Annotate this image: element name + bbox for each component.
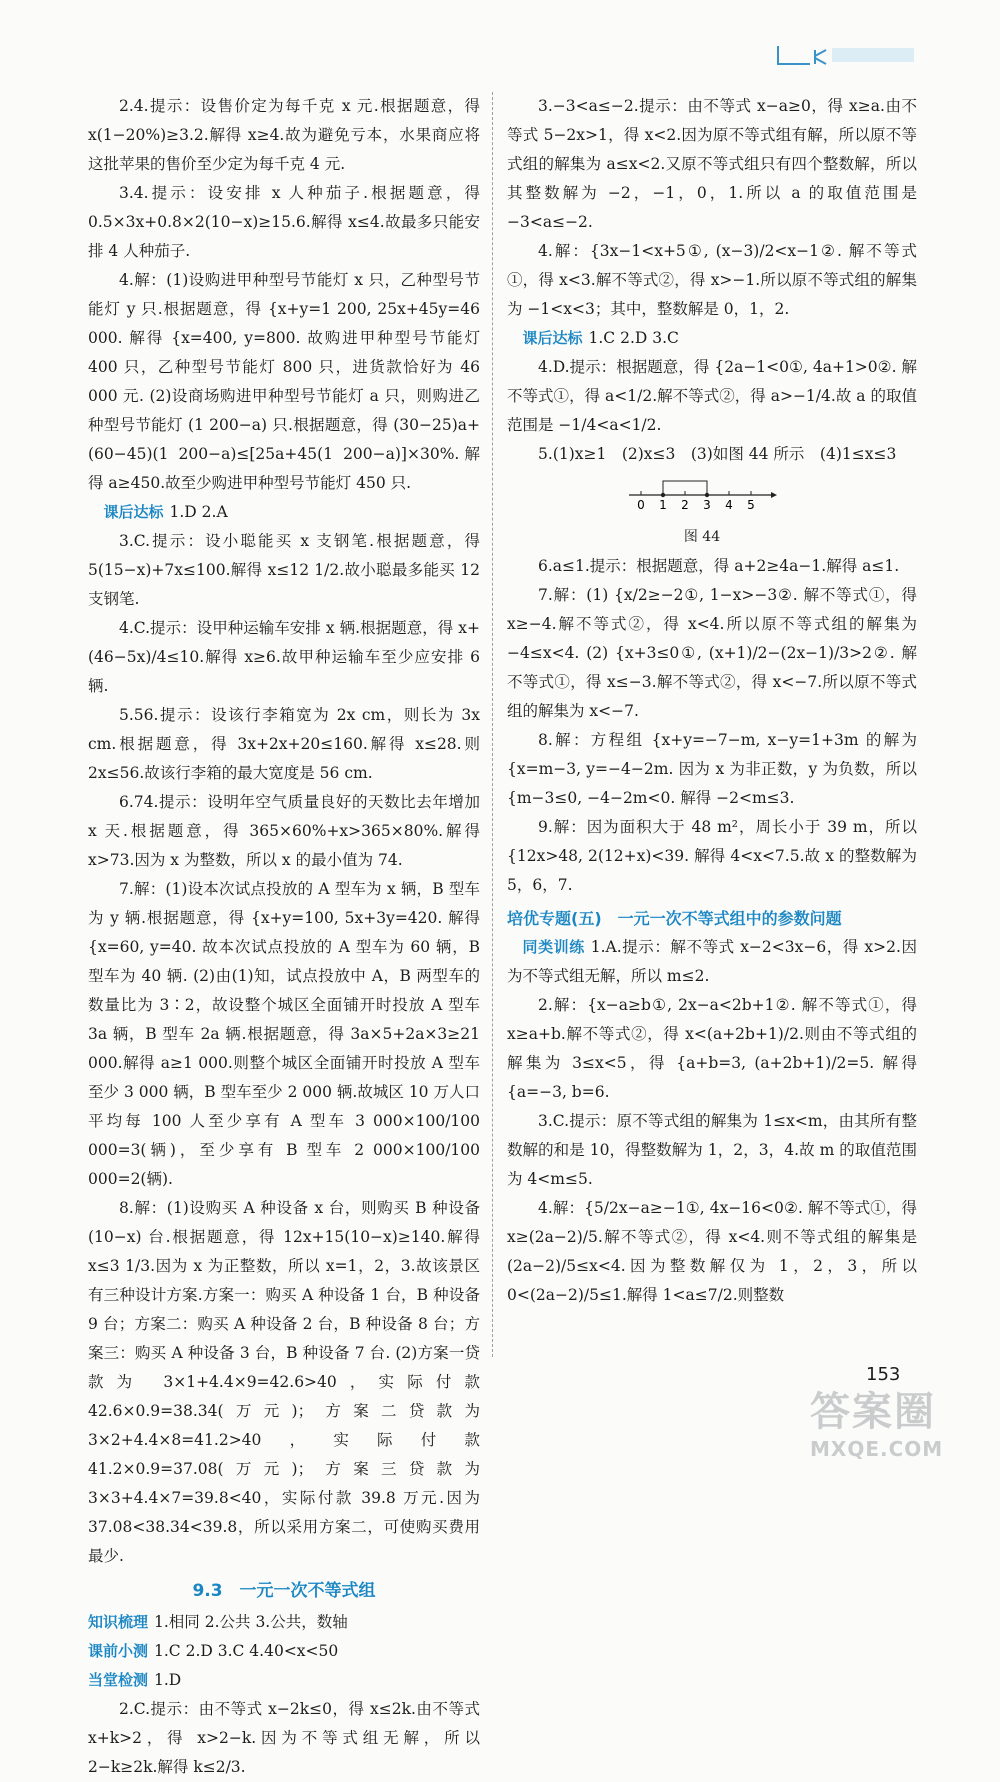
answer-paragraph: 3.−3<a≤−2.提示：由不等式 x−a≥0，得 x≥a.由不等式 5−2x>1，得 x<2.因为原不等式组有解，所以原不等式组的解集为 a≤x<2.又原不等式组只有四个整数解，所以其整数解为 −2，−1，0，1.所以 a 的取值范围是 −3<a≤−2. (507, 97, 917, 231)
pre-class-row (88, 1637, 480, 1666)
number-line-tick-label: 0 (637, 498, 645, 512)
answer-paragraph: 6.74.提示：设明年空气质量良好的天数比去年增加 x 天.根据题意，得 365×60%+x>365×80%.解得 x>73.因为 x 为整数，所以 x 的最小值为 74. (88, 793, 480, 869)
after-school-answers: 1.C 2.D 3.C (588, 329, 679, 347)
solid-endpoint (661, 493, 665, 497)
left-column (88, 92, 480, 1782)
in-class-answers: 1.D (154, 1671, 182, 1689)
after-school-row (507, 324, 917, 353)
number-line-tick-label: 5 (747, 498, 755, 512)
watermark-url: MXQE.COM (810, 1437, 944, 1461)
solid-endpoint (705, 493, 709, 497)
number-line-tick-label: 3 (703, 498, 711, 512)
same-type-label: 同类训练 (522, 938, 585, 956)
pre-class-answers: 1.C 2.D 3.C 4.40<x<50 (154, 1642, 339, 1660)
answer-paragraph: 4.解：{5/2x−a≥−1①, 4x−16<0②. 解不等式①，得 x≥(2a−2)/5.解不等式②，得 x<4.则不等式组的解集是 (2a−2)/5≤x<4.因为整数解仅为 1，2，3，所以 0<(2a−2)/5≤1.解得 1<a≤7/2.则整数 (507, 1199, 917, 1304)
answer-paragraph: 3.C.提示：原不等式组的解集为 1≤x<m，由其所有整数解的和是 10，得整数解为 1，2，3，4.故 m 的取值范围为 4<m≤5. (507, 1112, 917, 1188)
answer-paragraph: 4.C.提示：设甲种运输车安排 x 辆.根据题意，得 x+(46−5x)/4≤10.解得 x≥6.故甲种运输车至少应安排 6 辆. (88, 619, 480, 695)
in-class-row (88, 1666, 480, 1695)
answer-paragraph: 8.解：(1)设购买 A 种设备 x 台，则购买 B 种设备 (10−x) 台.根据题意，得 12x+15(10−x)≥140.解得 x≤3 1/3.因为 x 为正整数，所以 x=1，2，3.故该景区有三种设计方案.方案一：购买 A 种设备 1 台，B 种设备 9 台；方案二：购买 A 种设备 2 台，B 种设备 8 台；方案三：购买 A 种设备 3 台，B 种设备 7 台. (2)方案一贷款为 3×1+4.4×9=42.6>40，实际付款 42.6×0.9=38.34(万元)；方案二贷款为 3×2+4.4×8=41.2>40，实际付款 41.2×0.9=37.08(万元)；方案三贷款为 3×3+4.4×7=39.8<40，实际付款 39.8 万元.因为 37.08<38.34<39.8，所以采用方案二，可使购买费用最少. (88, 1199, 480, 1565)
watermark-text: 答案圈 (810, 1389, 936, 1435)
answer-paragraph: 7.解：(1)设本次试点投放的 A 型车为 x 辆，B 型车为 y 辆.根据题意，得 {x+y=100, 5x+3y=420. 解得 {x=60, y=40. 故本次试点投放的 A 型车为 60 辆，B 型车为 40 辆. (2)由(1)知，试点投放中 A，B 两型车的数量比为 3∶2，故设整个城区全面铺开时投放 A 型车 3a 辆，B 型车 2a 辆.根据题意，得 3a×5+2a×3≥21 000.解得 a≥1 000.则整个城区全面铺开时投放 A 型车至少 3 000 辆，B 型车至少 2 000 辆.故城区 10 万人口平均每 100 人至少享有 A 型车 3 000×100/100 000=3(辆)，至少享有 B 型车 2 000×100/100 000=2(辆). (88, 880, 480, 1188)
answer-paragraph: 3.4.提示：设安排 x 人种茄子.根据题意，得 0.5×3x+0.8×2(10−x)≥15.6.解得 x≤4.故最多只能安排 4 人种茄子. (88, 184, 480, 260)
section-title: 9.3 一元一次不等式组 (192, 1581, 376, 1601)
pre-class-label: 课前小测 (88, 1642, 149, 1660)
answer-paragraph: 4.D.提示：根据题意，得 {2a−1<0①, 4a+1>0②. 解不等式①，得 a<1/2.解不等式②，得 a>−1/4.故 a 的取值范围是 −1/4<a<1/2. (507, 358, 917, 434)
special-topic-title: 培优专题(五) 一元一次不等式组中的参数问题 (507, 909, 842, 928)
number-line (627, 473, 777, 513)
knowledge-label: 知识梳理 (88, 1613, 149, 1631)
figure-caption: 图 44 (683, 529, 721, 545)
answer-paragraph: 5.56.提示：设该行李箱宽为 2x cm，则长为 3x cm.根据题意，得 3x+2x+20≤160.解得 x≤28.则 2x≤56.故该行李箱的最大宽度是 56 cm. (88, 706, 480, 782)
after-school-label: 课后达标 (103, 503, 164, 521)
watermark-logo (810, 1380, 944, 1461)
answer-paragraph: 8.解：方程组 {x+y=−7−m, x−y=1+3m 的解为 {x=m−3, y=−4−2m. 因为 x 为非正数，y 为负数，所以 {m−3≤0, −4−2m<0. 解得 −2<m≤3. (507, 731, 917, 807)
answer-paragraph: 3.C.提示：设小聪能买 x 支钢笔.根据题意，得 5(15−x)+7x≤100.解得 x≤12 1/2.故小聪最多能买 12 支钢笔. (88, 532, 480, 608)
same-type-row (507, 933, 917, 991)
number-line-tick-label: 1 (659, 498, 667, 512)
page-number: 153 (866, 1364, 901, 1385)
knowledge-row (88, 1608, 480, 1637)
answer-paragraph: 9.解：因为面积大于 48 m²，周长小于 39 m，所以 {12x>48, 2(12+x)<39. 解得 4<x<7.5.故 x 的整数解为 5，6，7. (507, 818, 917, 894)
answer-paragraph: 7.解：(1) {x/2≥−2①, 1−x>−3②. 解不等式①，得 x≥−4.解不等式②，得 x<4.所以原不等式组的解集为 −4≤x<4. (2) {x+3≤0①, (x+1)/2−(2x−1)/3>2②. 解不等式①，得 x≤−3.解不等式②，得 x<−7.所以原不等式组的解集为 x<−7. (507, 586, 917, 720)
in-class-label: 当堂检测 (88, 1671, 149, 1689)
number-line-figure (627, 473, 777, 552)
answer-paragraph: 4.解：(1)设购进甲种型号节能灯 x 只，乙种型号节能灯 y 只.根据题意，得 {x+y=1 200, 25x+45y=46 000. 解得 {x=400, y=800. 故购进甲种型号节能灯 400 只，乙种型号节能灯 800 只，进货款恰好为 46 000 元. (2)设商场购进甲种型号节能灯 a 只，则购进乙种型号节能灯 (1 200−a) 只.根据题意，得 (30−25)a+(60−45)(1 200−a)≤[25a+45(1 200−a)]×30%.解得 a≥450.故至少购进甲种型号节能灯 450 只. (88, 271, 480, 492)
answer-paragraph: 2.4.提示：设售价定为每千克 x 元.根据题意，得 x(1−20%)≥3.2.解得 x≥4.故为避免亏本，水果商应将这批苹果的售价至少定为每千克 4 元. (88, 97, 480, 173)
answer-paragraph: 5.(1)x≥1 (2)x≤3 (3)如图 44 所示 (4)1≤x≤3 (538, 445, 897, 463)
after-school-answers: 1.D 2.A (169, 503, 228, 521)
answer-paragraph: 2.C.提示：由不等式 x−2k≤0，得 x≤2k.由不等式 x+k>2，得 x>2−k.因为不等式组无解，所以 2−k≥2k.解得 k≤2/3. (88, 1700, 480, 1776)
answer-paragraph: 6.a≤1.提示：根据题意，得 a+2≥4a−1.解得 a≤1. (538, 557, 900, 575)
answer-paragraph: 2.解：{x−a≥b①, 2x−a<2b+1②. 解不等式①，得 x≥a+b.解不等式②，得 x<(a+2b+1)/2.则由不等式组的解集为 3≤x<5，得 {a+b=3, (a+2b+1)/2=5. 解得 {a=−3, b=6. (507, 996, 917, 1101)
number-line-tick-label: 2 (681, 498, 689, 512)
right-column (507, 92, 917, 1310)
after-school-label: 课后达标 (522, 329, 583, 347)
answer-text: 1.A.提示：解不等式 x−2<3x−6，得 x>2.因为不等式组无解，所以 m≤2. (507, 938, 917, 985)
answer-paragraph: 4.解：{3x−1<x+5①, (x−3)/2<x−1②. 解不等式①，得 x<3.解不等式②，得 x>−1.所以原不等式组的解集为 −1<x<3；其中，整数解是 0，1，2. (507, 242, 917, 318)
after-school-row (88, 498, 480, 527)
column-divider (492, 92, 493, 1357)
number-line-tick-label: 4 (725, 498, 733, 512)
knowledge-answers: 1.相同 2.公共 3.公共，数轴 (154, 1613, 348, 1631)
header-decoration (770, 38, 920, 74)
